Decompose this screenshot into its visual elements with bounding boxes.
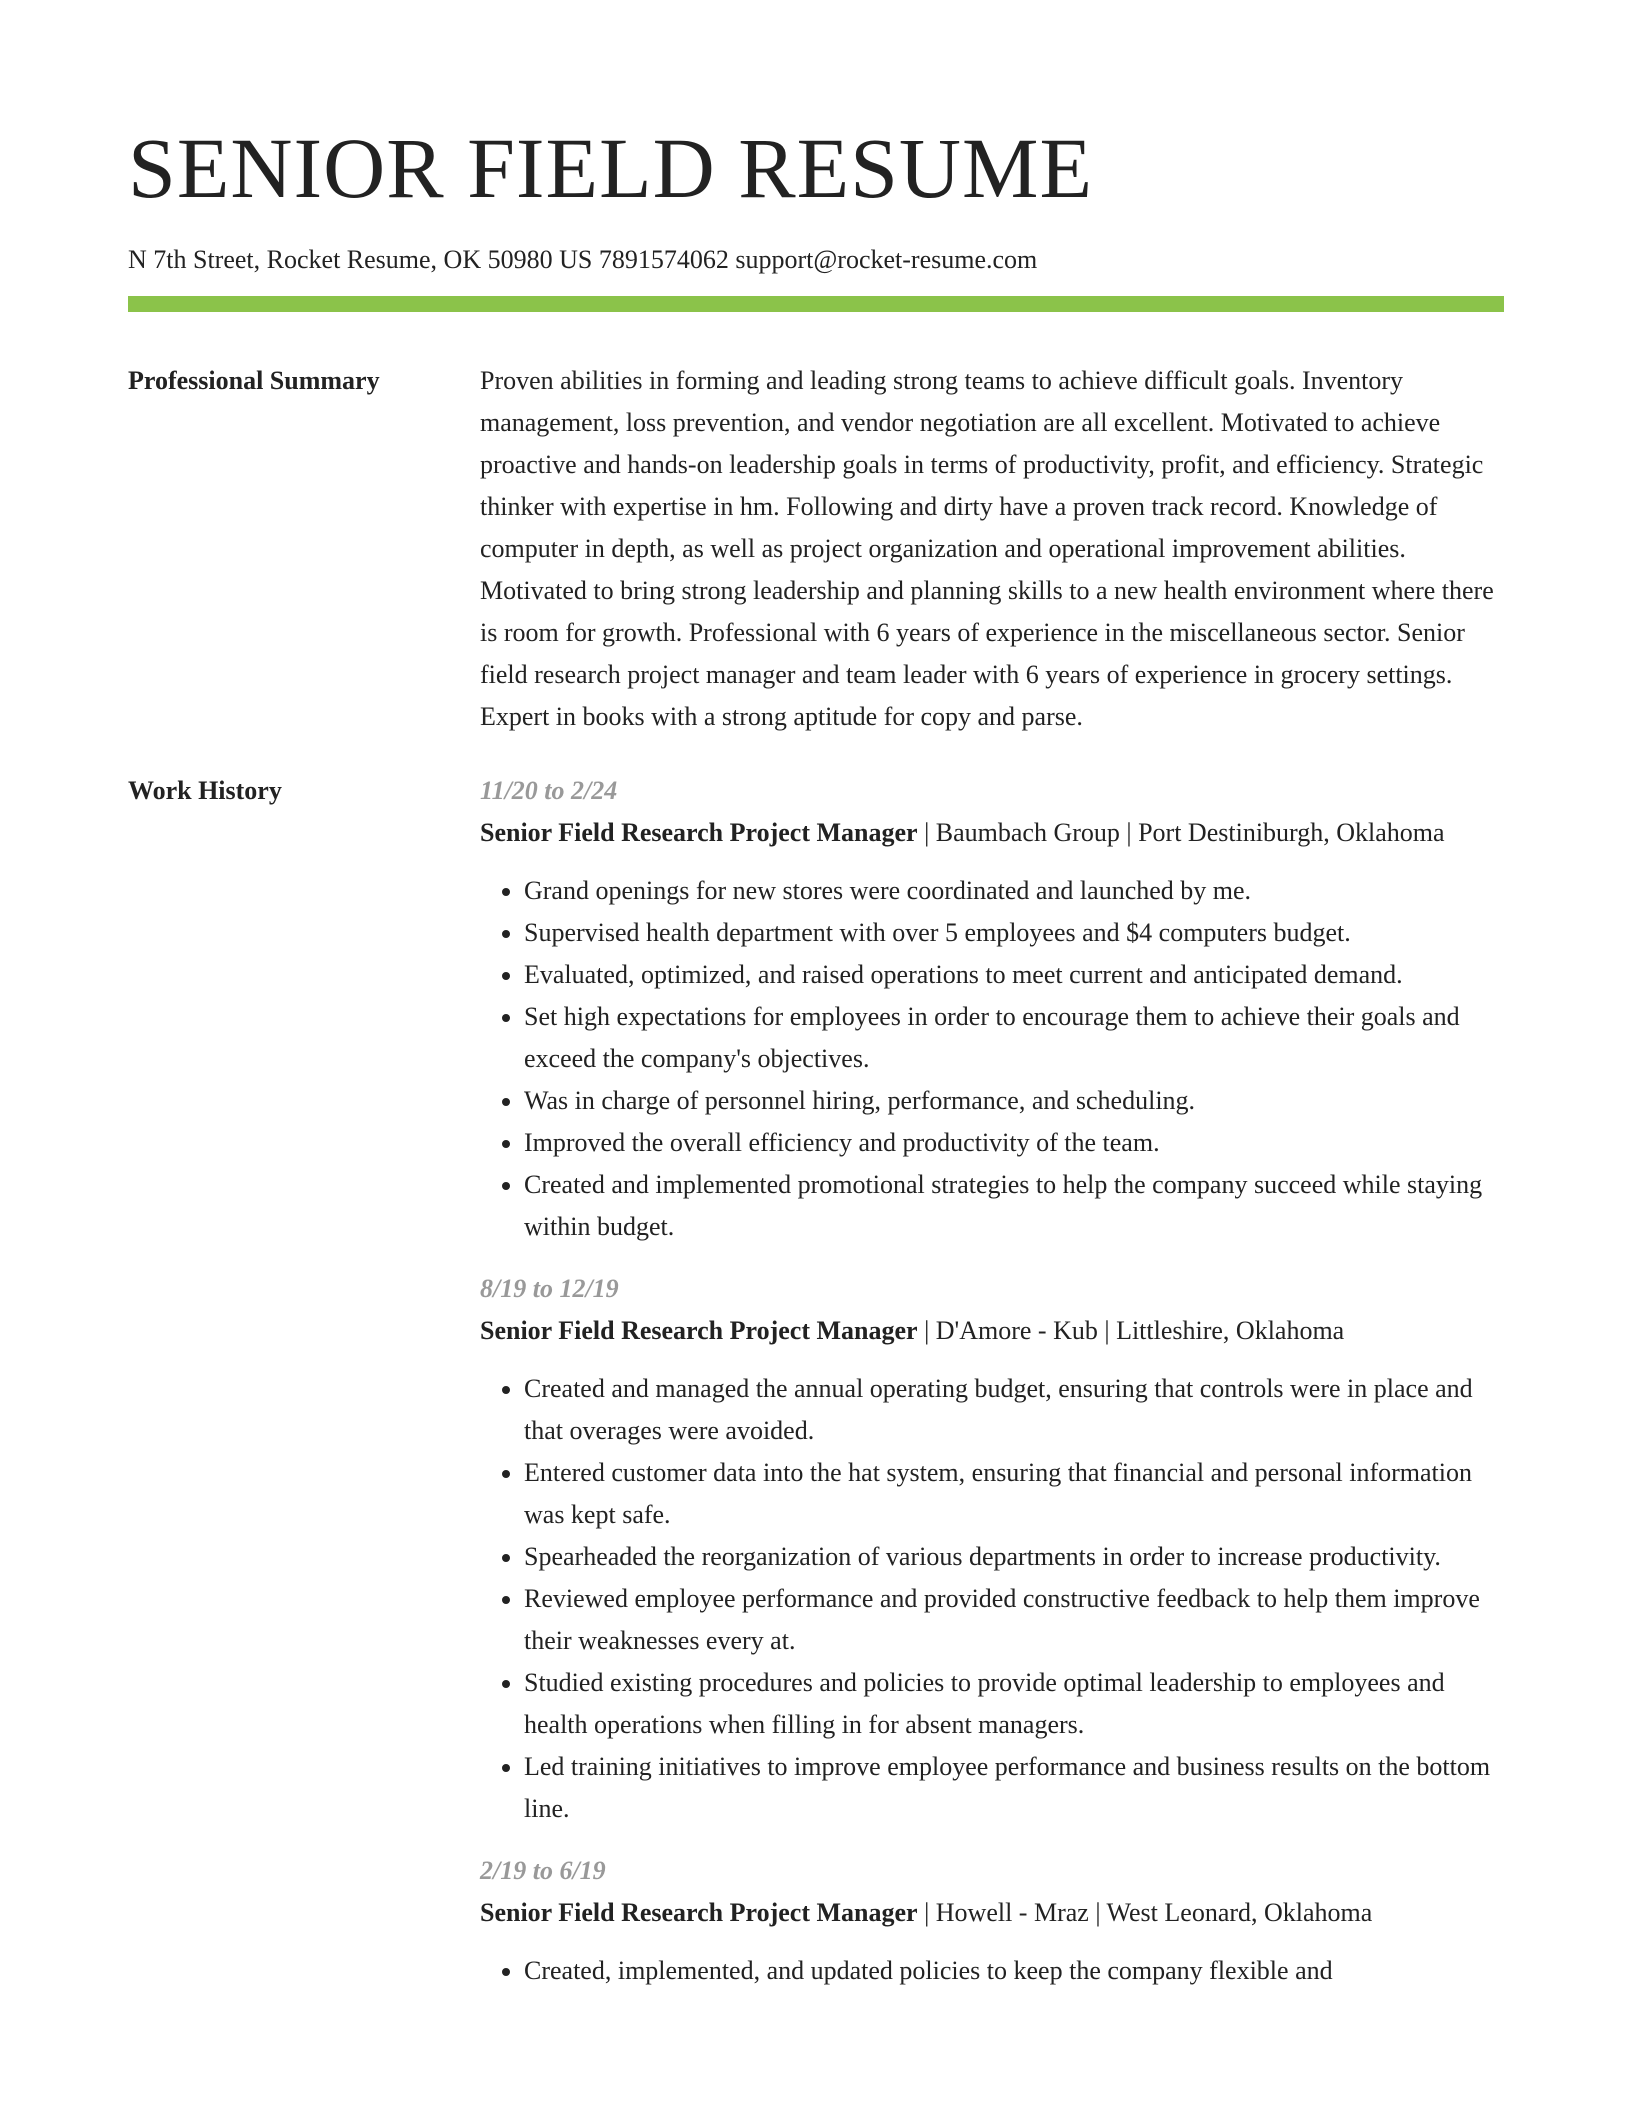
job-bullet: • Created and implemented promotional strategies to help the company succeed while staying within budget. xyxy=(524,1164,1504,1248)
job-bullet: • Studied existing procedures and policies to provide optimal leadership to employees and health operations when filling in for absent managers. xyxy=(524,1662,1504,1746)
job-details: | D'Amore - Kub | Littleshire, Oklahoma xyxy=(917,1316,1345,1345)
work-history-section xyxy=(128,770,1504,1992)
job-title: Senior Field Research Project Manager xyxy=(480,1898,918,1927)
job-bullet: • Supervised health department with over 5 employees and $4 computers budget. xyxy=(524,912,1504,954)
job-bullet: • Set high expectations for employees in order to encourage them to achieve their goals and exceed the company's objectives. xyxy=(524,996,1504,1080)
job-bullet: • Was in charge of personnel hiring, performance, and scheduling. xyxy=(524,1080,1504,1122)
job-entry xyxy=(480,1268,1504,1830)
job-bullet: • Led training initiatives to improve employee performance and business results on the bottom line. xyxy=(524,1746,1504,1830)
job-bullets xyxy=(480,1368,1504,1830)
job-heading xyxy=(480,812,1504,854)
resume-name: SENIOR FIELD RESUME xyxy=(128,120,1094,216)
job-bullet: • Created, implemented, and updated policies to keep the company flexible and xyxy=(524,1950,1504,1992)
job-title: Senior Field Research Project Manager xyxy=(480,1316,918,1345)
resume-page xyxy=(128,0,1504,1992)
job-title: Senior Field Research Project Manager xyxy=(480,818,918,847)
job-bullet: • Evaluated, optimized, and raised operations to meet current and anticipated demand. xyxy=(524,954,1504,996)
job-list xyxy=(480,770,1504,1992)
summary-heading: Professional Summary xyxy=(128,366,380,395)
summary-text: Proven abilities in forming and leading strong teams to achieve difficult goals. Inventory management, loss prevention, and vendor negotiation are all excellent. Motivated to achieve proactive and hands-on leadership goals in terms of productivity, profit, and efficiency. Strategic thinker with expertise in hm. Following and dirty have a proven track record. Knowledge of computer in depth, as well as project organization and operational improvement abilities. Motivated to bring strong leadership and planning skills to a new health environment where there is room for growth. Professional with 6 years of experience in the miscellaneous sector. Senior field research project manager and team leader with 6 years of experience in grocery settings. Expert in books with a strong aptitude for copy and parse. xyxy=(480,366,1494,731)
job-bullet: • Grand openings for new stores were coordinated and launched by me. xyxy=(524,870,1504,912)
job-bullets xyxy=(480,870,1504,1248)
job-dates: 2/19 to 6/19 xyxy=(480,1856,606,1885)
job-heading xyxy=(480,1892,1504,1934)
job-bullet: • Created and managed the annual operating budget, ensuring that controls were in place and that overages were avoided. xyxy=(524,1368,1504,1452)
job-bullet: • Reviewed employee performance and provided constructive feedback to help them improve their weaknesses every at. xyxy=(524,1578,1504,1662)
job-dates: 11/20 to 2/24 xyxy=(480,776,618,805)
job-details: | Howell - Mraz | West Leonard, Oklahoma xyxy=(917,1898,1373,1927)
job-bullet: • Improved the overall efficiency and productivity of the team. xyxy=(524,1122,1504,1164)
job-entry xyxy=(480,1850,1504,1992)
job-dates: 8/19 to 12/19 xyxy=(480,1274,619,1303)
job-bullet: • Spearheaded the reorganization of various departments in order to increase productivity. xyxy=(524,1536,1504,1578)
job-details: | Baumbach Group | Port Destiniburgh, Oklahoma xyxy=(917,818,1445,847)
summary-section xyxy=(128,360,1504,738)
work-history-heading: Work History xyxy=(128,776,282,805)
job-bullet: • Entered customer data into the hat system, ensuring that financial and personal information was kept safe. xyxy=(524,1452,1504,1536)
job-entry xyxy=(480,770,1504,1248)
accent-divider xyxy=(128,296,1504,312)
job-heading xyxy=(480,1310,1504,1352)
contact-line: N 7th Street, Rocket Resume, OK 50980 US 7891574062 support@rocket-resume.com xyxy=(128,245,1038,274)
job-bullets xyxy=(480,1950,1504,1992)
